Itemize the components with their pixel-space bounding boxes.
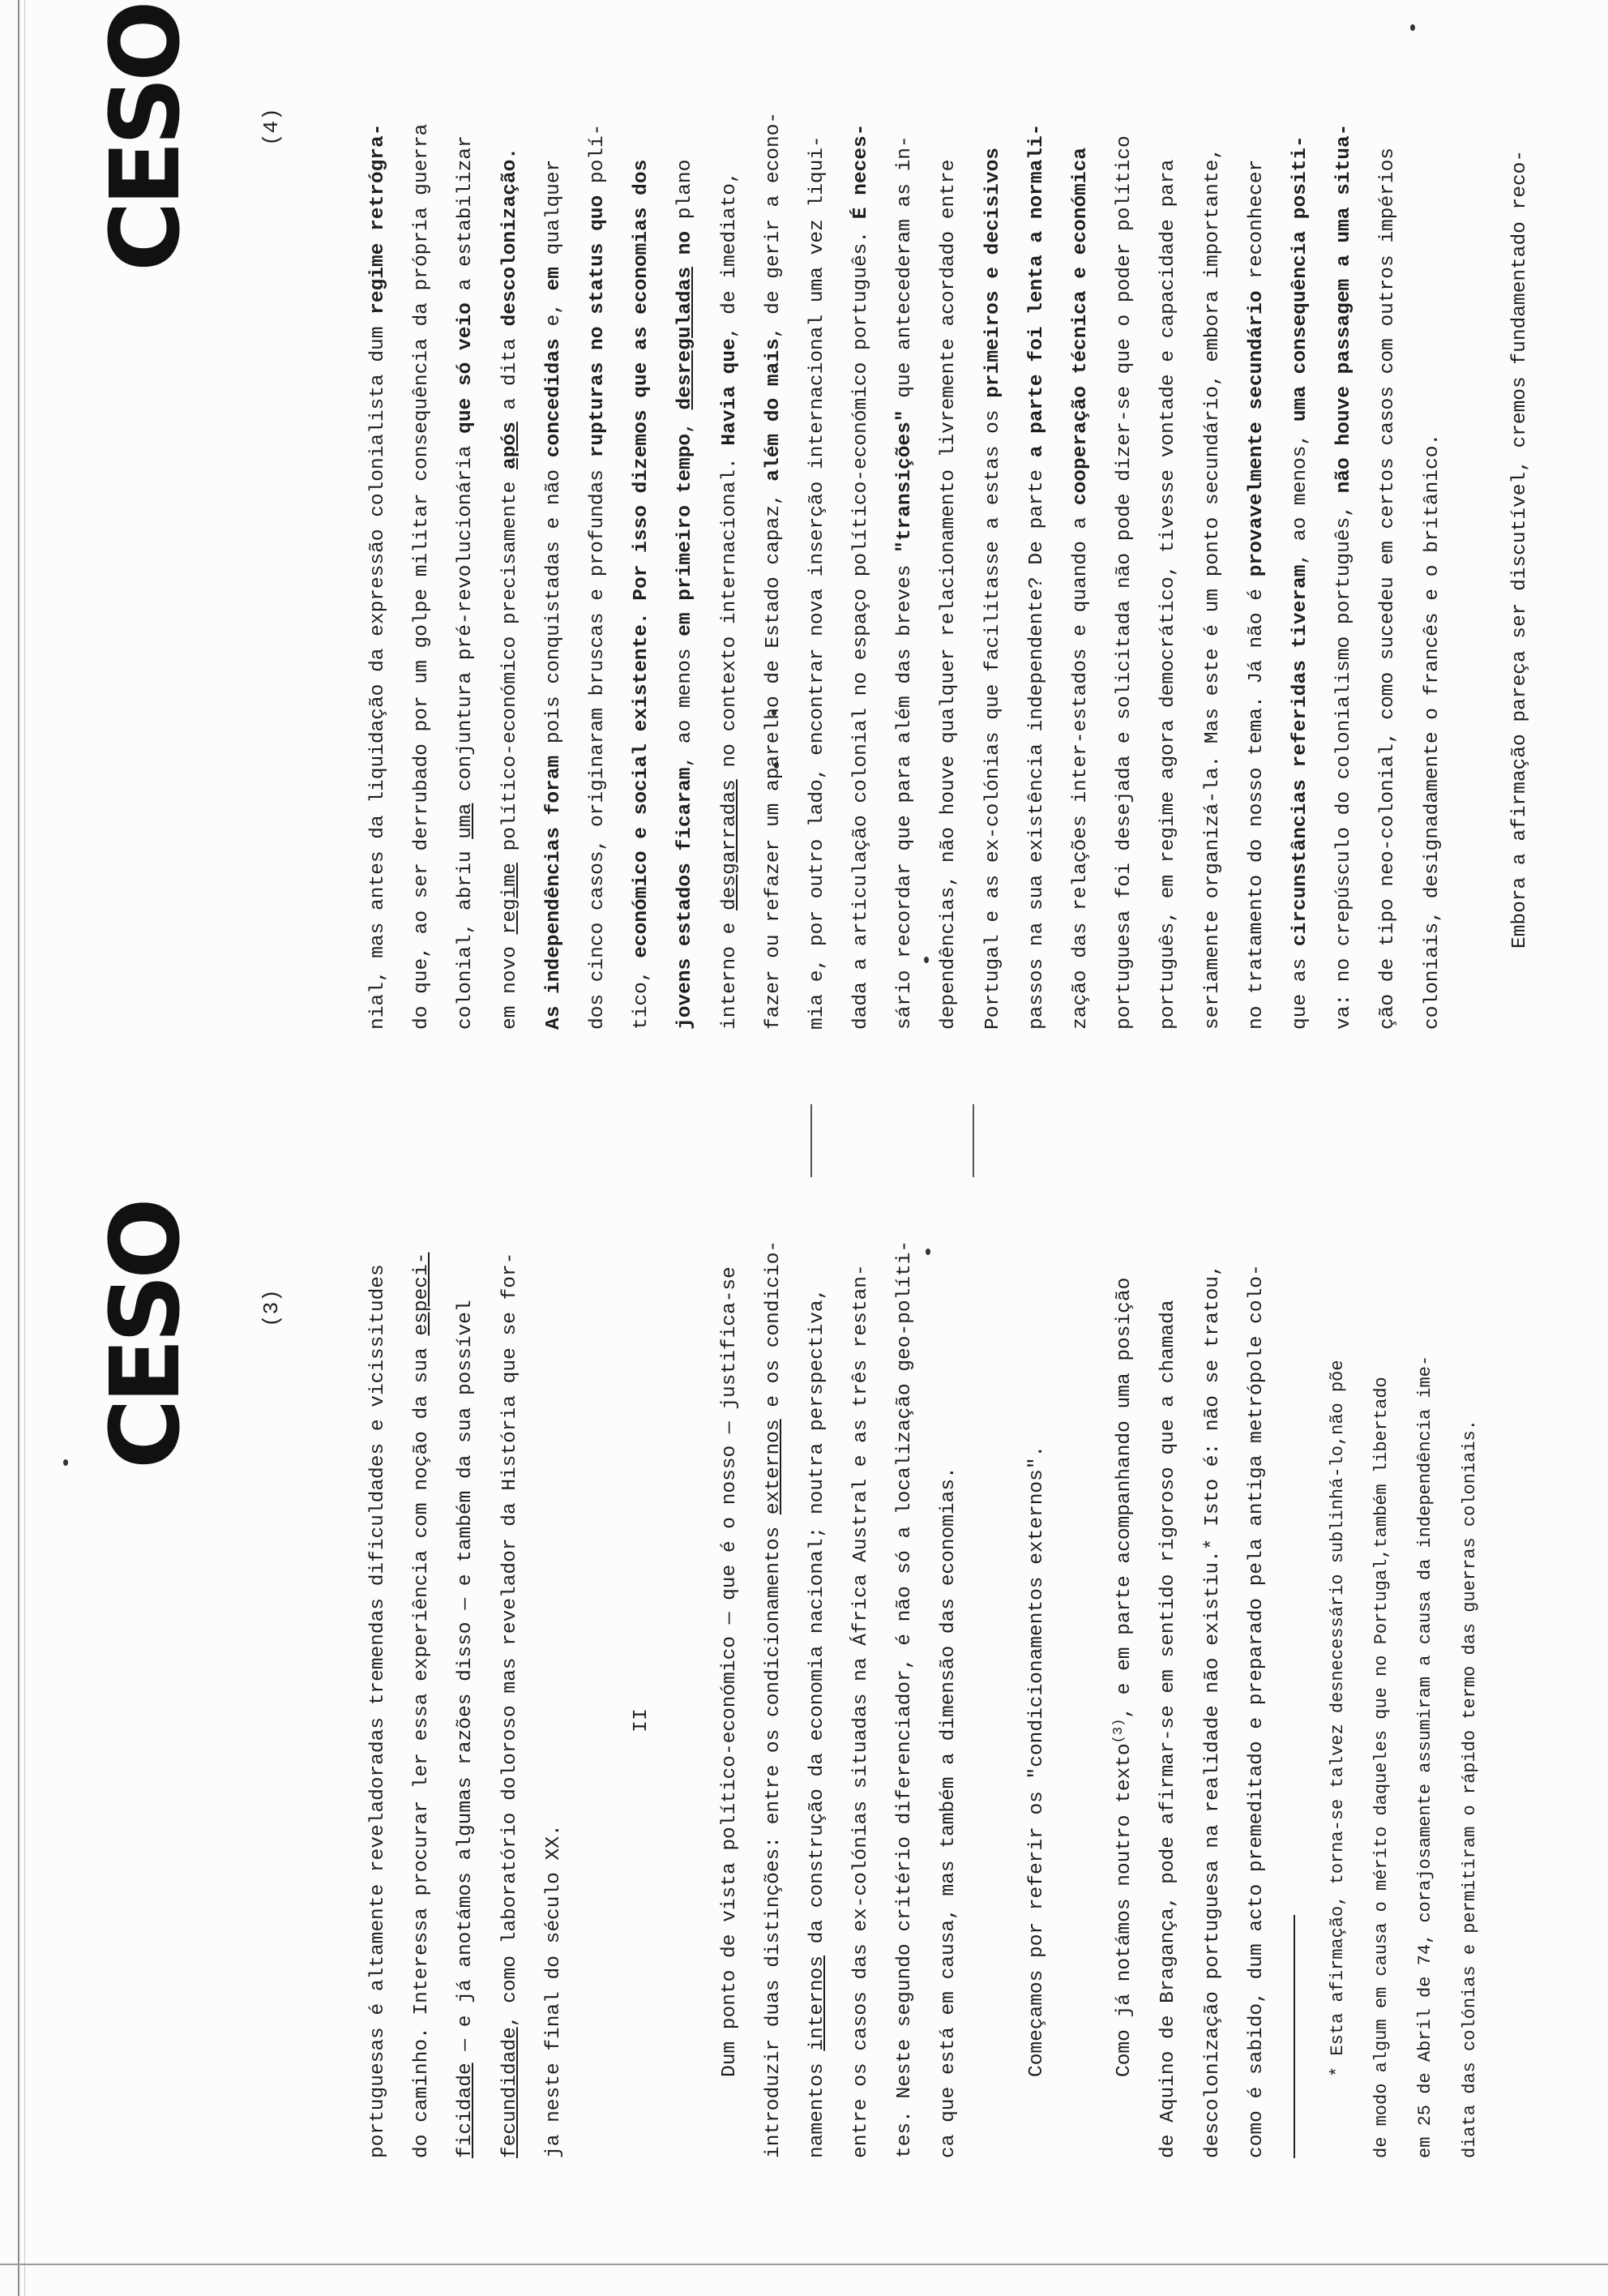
text-line: tico, económico e social existente. Por isso dizemos que as economias dos bbox=[631, 159, 653, 1030]
footnote-line: em 25 de Abril de 74, corajosamente assumiram a causa da independência ime- bbox=[1415, 1355, 1436, 2158]
page-4-body bbox=[357, 111, 1542, 1030]
text-line: do que, ao ser derrubado por um golpe militar consequência da própria guerra bbox=[411, 123, 434, 1030]
text-line: dada a articulação colonial no espaço político-económico português. É neces- bbox=[850, 123, 873, 1030]
text-line: Dum ponto de vista político-económico — que é o nosso — justifica-se bbox=[718, 1266, 741, 2077]
text-line: namentos internos da construção da economia nacional; noutra perspectiva, bbox=[806, 1287, 828, 2158]
text-line: fecundidade, como laboratório doloroso mas revelador da História que se for- bbox=[498, 1252, 521, 2158]
footnote-line: de modo algum em causa o mérito daqueles que no Portugal,também libertado bbox=[1371, 1377, 1392, 2158]
text-line: no tratamento do nosso tema. Já não é provavelmente secundário reconhecer bbox=[1245, 159, 1268, 1030]
page-3-body bbox=[357, 1240, 1492, 2158]
text-line: zação das relações inter-estados e quando a cooperação técnica e económica bbox=[1070, 148, 1092, 1030]
text-line: ficidade — e já anotámos algumas razões disso — e também da sua possível bbox=[455, 1300, 477, 2158]
text-line: passos na sua existência independente? De parte a parte foi lenta a normali- bbox=[1025, 123, 1048, 1030]
footnote-rule bbox=[1294, 1915, 1295, 2158]
text-line: que as circunstâncias referidas tiveram, ao menos, uma consequência positi- bbox=[1289, 135, 1311, 1030]
page-number: (3) bbox=[259, 1289, 284, 1327]
ceso-logo: CESO bbox=[89, 5, 201, 272]
text-line: introduzir duas distinções: entre os condicionamentos externos e os condicio- bbox=[762, 1240, 785, 2158]
text-line: do caminho. Interessa procurar ler essa experiência com noção da sua especi- bbox=[411, 1252, 434, 2158]
text-line: interno e desgarradas no contexto internacional. Havia que, de imediato, bbox=[718, 171, 741, 1030]
text-line: colonial, abriu uma conjuntura pré-revolucionária que só veio a estabilizar bbox=[455, 135, 477, 1030]
text-line: português, em regime agora democrático, tivesse vontade e capacidade para bbox=[1157, 159, 1180, 1030]
page-divider bbox=[973, 1104, 974, 1177]
text-line: portuguesa foi desejada e solicitada não pode dizer-se que o poder político bbox=[1114, 135, 1136, 1030]
text-line: ca que está em causa, mas também a dimensão das economias. bbox=[938, 1467, 960, 2158]
footnote-line: diata das colónias e permitiram o rápido termo das guerras coloniais. bbox=[1459, 1420, 1480, 2158]
text-line: dos cinco casos, originaram bruscas e profundas rupturas no status quo polí- bbox=[586, 123, 609, 1030]
text-line: Como já notámos noutro texto$^{(3)}$, e em parte acompanhando uma posição bbox=[1111, 1277, 1136, 2077]
text-line: mia e, por outro lado, encontrar nova inserção internacional uma vez liqui- bbox=[806, 135, 828, 1030]
page-number: (4) bbox=[259, 108, 284, 146]
text-line: sário recordar que para além das breves "transições" que antecederam as in- bbox=[894, 135, 917, 1030]
text-line: ja neste final do século XX. bbox=[542, 1824, 565, 2158]
text-line: portuguesas é altamente reveladoradas tremendas dificuldades e vicissitudes bbox=[367, 1264, 389, 2158]
text-line: descolonização portuguesa na realidade não existiu.* Isto é: não se tratou, bbox=[1201, 1264, 1224, 2158]
page-divider bbox=[810, 1104, 812, 1177]
text-line: fazer ou refazer um aparelho de Estado capaz, além do mais, de gerir a econo- bbox=[762, 111, 785, 1030]
text-line: Embora a afirmação pareça ser discutível, cremos fundamentado reco- bbox=[1508, 149, 1531, 949]
ceso-logo: CESO bbox=[89, 1202, 201, 1469]
text-line: entre os casos das ex-colónias situadas na África Austral e as três restan- bbox=[850, 1264, 873, 2158]
footnote-line: * Esta afirmação, torna-se talvez desnecessário sublinhá-lo,não põe bbox=[1327, 1360, 1348, 2077]
section-heading: II bbox=[631, 1708, 653, 1733]
text-line: como é sabido, dum acto premeditado e preparado pela antiga metrópole colo- bbox=[1245, 1264, 1268, 2158]
text-line: Começamos por referir os "condicionamentos externos". bbox=[1025, 1445, 1048, 2077]
text-line: em novo regime político-económico precisamente após a dita descolonização. bbox=[498, 147, 521, 1030]
text-line: va: no crepúsculo do colonialismo português, não houve passagem a uma situa- bbox=[1333, 123, 1356, 1030]
text-line: de Aquino de Bragança, pode afirmar-se em sentido rigoroso que a chamada bbox=[1157, 1300, 1180, 2158]
text-line: coloniais, designadamente o francês e o britânico. bbox=[1421, 433, 1443, 1030]
text-line: seriamente organizá-la. Mas este é um ponto secundário, embora importante, bbox=[1201, 148, 1224, 1030]
text-line: dependências, não houve qualquer relacionamento livremente acordado entre bbox=[938, 159, 960, 1030]
text-line: Portugal e as ex-colónias que facilitasse a estas os primeiros e decisivos bbox=[981, 148, 1004, 1030]
text-line: As independências foram pois conquistadas e não concedidas e, em qualquer bbox=[542, 159, 565, 1030]
text-line: tes. Neste segundo critério diferenciador, é não só a localização geo-políti- bbox=[894, 1240, 917, 2158]
text-line: jovens estados ficaram, ao menos em primeiro tempo, desreguladas no plano bbox=[674, 159, 697, 1030]
text-line: nial, mas antes da liquidação da expressão colonialista dum regime retrógra- bbox=[367, 123, 389, 1030]
text-line: ção de tipo neo-colonial, como sucedeu em certos casos com outros impérios bbox=[1377, 148, 1400, 1030]
